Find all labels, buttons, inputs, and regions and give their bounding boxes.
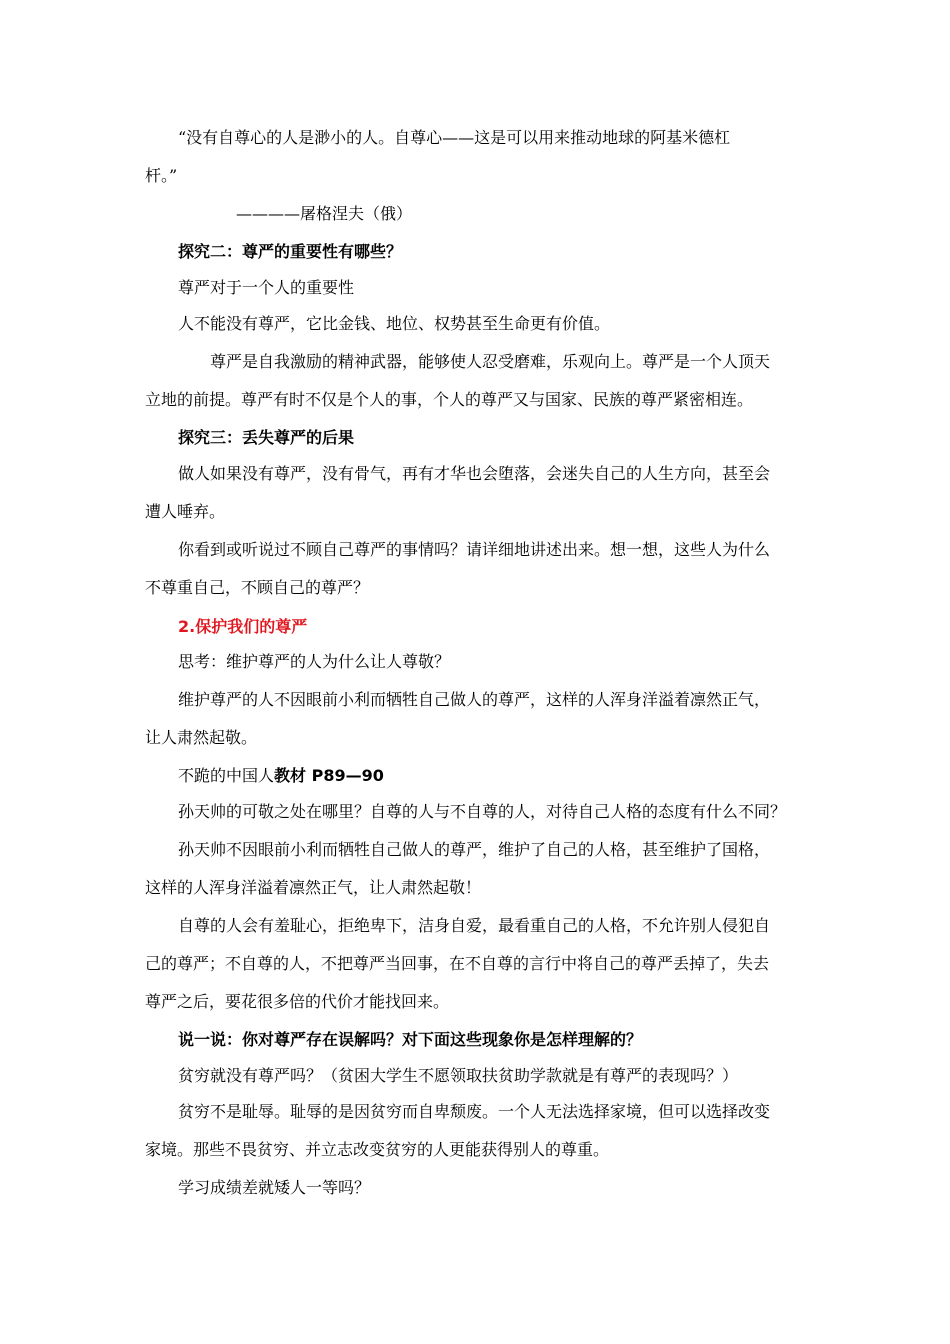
part2-question: 孙天帅的可敬之处在哪里？自尊的人与不自尊的人，对待自己人格的态度有什么不同？ xyxy=(178,802,787,821)
section3-para2-line-2: 不尊重自己，不顾自己的尊严？ xyxy=(145,578,370,597)
part2-answer-line-2: 让人肃然起敬。 xyxy=(145,728,258,747)
quote-attribution: ————屠格涅夫（俄） xyxy=(236,204,413,223)
section2-line: 人不能没有尊严，它比金钱、地位、权势甚至生命更有价值。 xyxy=(178,314,611,333)
part2-think: 思考：维护尊严的人为什么让人尊敬？ xyxy=(178,652,451,671)
story-title: 不跪的中国人 xyxy=(178,766,275,785)
part2-ans2-line-1: 自尊的人会有羞耻心，拒绝卑下，洁身自爱，最看重自己的人格，不允许别人侵犯自 xyxy=(178,916,771,935)
section3-para1-line-1: 做人如果没有尊严，没有骨气，再有才华也会堕落，会迷失自己的人生方向，甚至会 xyxy=(178,464,771,483)
talk-answer-1-line-2: 家境。那些不畏贫穷、并立志改变贫穷的人更能获得别人的尊重。 xyxy=(145,1140,610,1159)
section2-heading: 探究二：尊严的重要性有哪些？ xyxy=(178,242,403,261)
part2-story-line xyxy=(178,766,843,786)
talk-question-2: 学习成绩差就矮人一等吗？ xyxy=(178,1178,371,1197)
talk-answer-1-line-1: 贫穷不是耻辱。耻辱的是因贫穷而自卑颓废。一个人无法选择家境，但可以选择改变 xyxy=(178,1102,771,1121)
part2-ans1-line-1: 孙天帅不因眼前小利而牺牲自己做人的尊严，维护了自己的人格，甚至维护了国格， xyxy=(178,840,771,859)
quote-line-2: 杆。” xyxy=(145,166,178,185)
section2-para-line-1: 尊严是自我激励的精神武器，能够使人忍受磨难，乐观向上。尊严是一个人顶天 xyxy=(210,352,771,371)
part2-answer-line-1: 维护尊严的人不因眼前小利而牺牲自己做人的尊严，这样的人浑身洋溢着凛然正气， xyxy=(178,690,771,709)
talk-heading: 说一说：你对尊严存在误解吗？对下面这些现象你是怎样理解的？ xyxy=(178,1030,643,1049)
section3-para1-line-2: 遭人唾弃。 xyxy=(145,502,226,521)
part2-heading: 2.保护我们的尊严 xyxy=(178,617,308,636)
section3-heading: 探究三：丢失尊严的后果 xyxy=(178,428,355,447)
textbook-reference: 教材 P89—90 xyxy=(274,766,384,785)
section2-para-line-2: 立地的前提。尊严有时不仅是个人的事，个人的尊严又与国家、民族的尊严紧密相连。 xyxy=(145,390,754,409)
talk-question-1: 贫穷就没有尊严吗？（贫困大学生不愿领取扶贫助学款就是有尊严的表现吗？） xyxy=(178,1066,739,1085)
section3-para2-line-1: 你看到或听说过不顾自己尊严的事情吗？请详细地讲述出来。想一想，这些人为什么 xyxy=(178,540,771,559)
part2-ans2-line-3: 尊严之后，要花很多倍的代价才能找回来。 xyxy=(145,992,450,1011)
part2-ans2-line-2: 己的尊严；不自尊的人，不把尊严当回事，在不自尊的言行中将自己的尊严丢掉了，失去 xyxy=(145,954,770,973)
part2-ans1-line-2: 这样的人浑身洋溢着凛然正气，让人肃然起敬！ xyxy=(145,878,482,897)
section2-subheading: 尊严对于一个人的重要性 xyxy=(178,278,355,297)
quote-line-1: “没有自尊心的人是渺小的人。自尊心——这是可以用来推动地球的阿基米德杠 xyxy=(178,128,731,147)
